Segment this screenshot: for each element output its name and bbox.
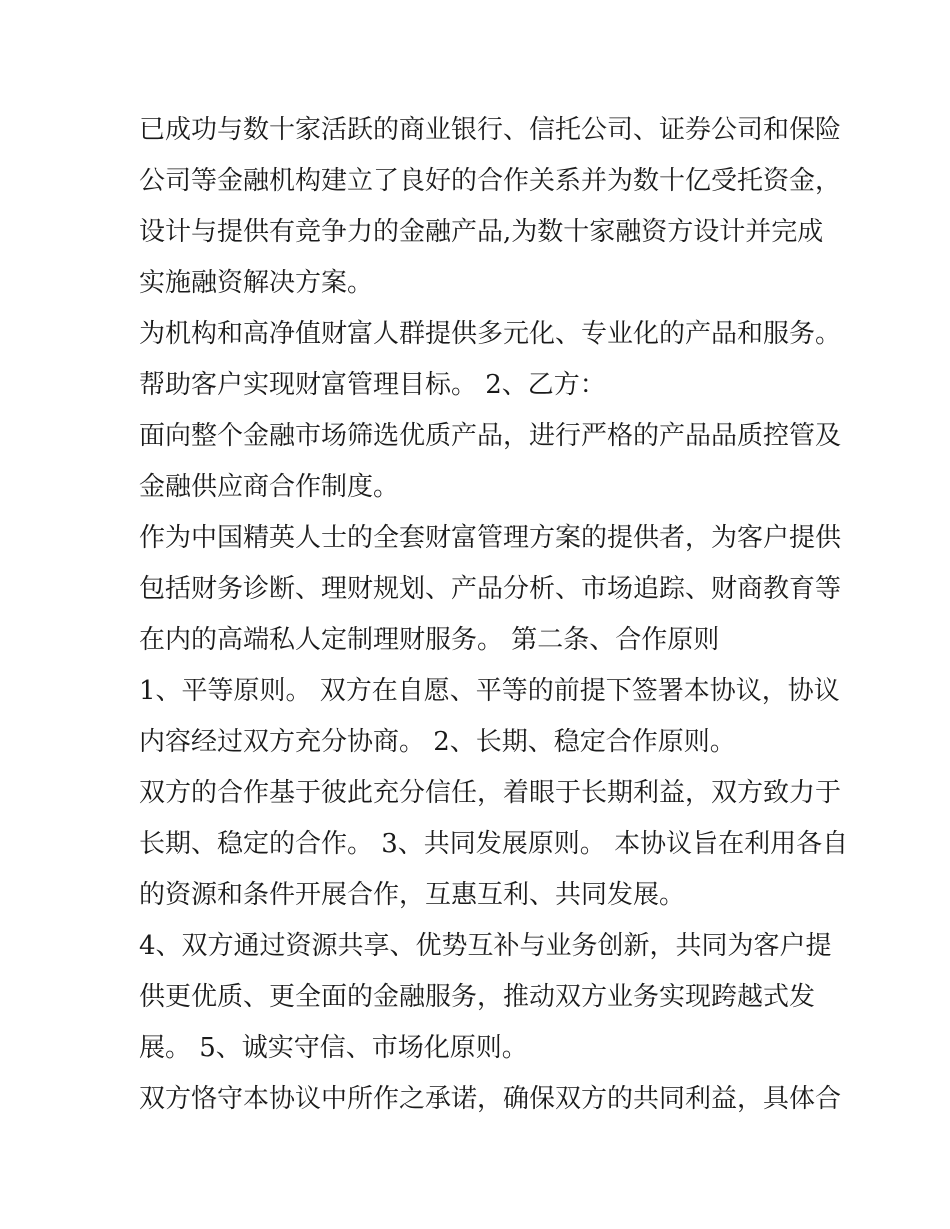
text-line: 4、双方通过资源共享、优势互补与业务创新，共同为客户提 [139, 931, 832, 961]
text-line: 展。 5、诚实守信、市场化原则。 [139, 1033, 528, 1063]
text-line: 实施融资解决方案。 [139, 268, 374, 298]
text-line: 公司等金融机构建立了良好的合作关系并为数十亿受托资金， [139, 166, 842, 196]
text-line: 的资源和条件开展合作，互惠互利、共同发展。 [139, 880, 686, 910]
text-line: 1、平等原则。 双方在自愿、平等的前提下签署本协议，协议 [139, 676, 840, 706]
text-line: 已成功与数十家活跃的商业银行、信托公司、证券公司和保险 [139, 115, 842, 145]
text-line: 长期、稳定的合作。 3、共同发展原则。 本协议旨在利用各自 [139, 829, 849, 859]
text-line: 双方的合作基于彼此充分信任，着眼于长期利益，双方致力于 [139, 778, 842, 808]
text-line: 内容经过双方充分协商。 2、长期、稳定合作原则。 [139, 727, 736, 757]
document-body [139, 105, 849, 1125]
text-line: 在内的高端私人定制理财服务。 第二条、合作原则 [139, 625, 720, 655]
text-line: 包括财务诊断、理财规划、产品分析、市场追踪、财商教育等 [139, 574, 842, 604]
text-line: 为机构和高净值财富人群提供多元化、专业化的产品和服务。 [139, 319, 842, 349]
text-line: 设计与提供有竞争力的金融产品,为数十家融资方设计并完成 [139, 217, 824, 247]
text-line: 供更优质、更全面的金融服务，推动双方业务实现跨越式发 [139, 982, 816, 1012]
text-line: 双方恪守本协议中所作之承诺，确保双方的共同利益，具体合 [139, 1084, 842, 1114]
text-line: 帮助客户实现财富管理目标。 2、乙方： [139, 370, 606, 400]
text-line: 作为中国精英人士的全套财富管理方案的提供者，为客户提供 [139, 523, 842, 553]
text-line: 面向整个金融市场筛选优质产品，进行严格的产品品质控管及 [139, 421, 842, 451]
text-line: 金融供应商合作制度。 [139, 472, 400, 502]
